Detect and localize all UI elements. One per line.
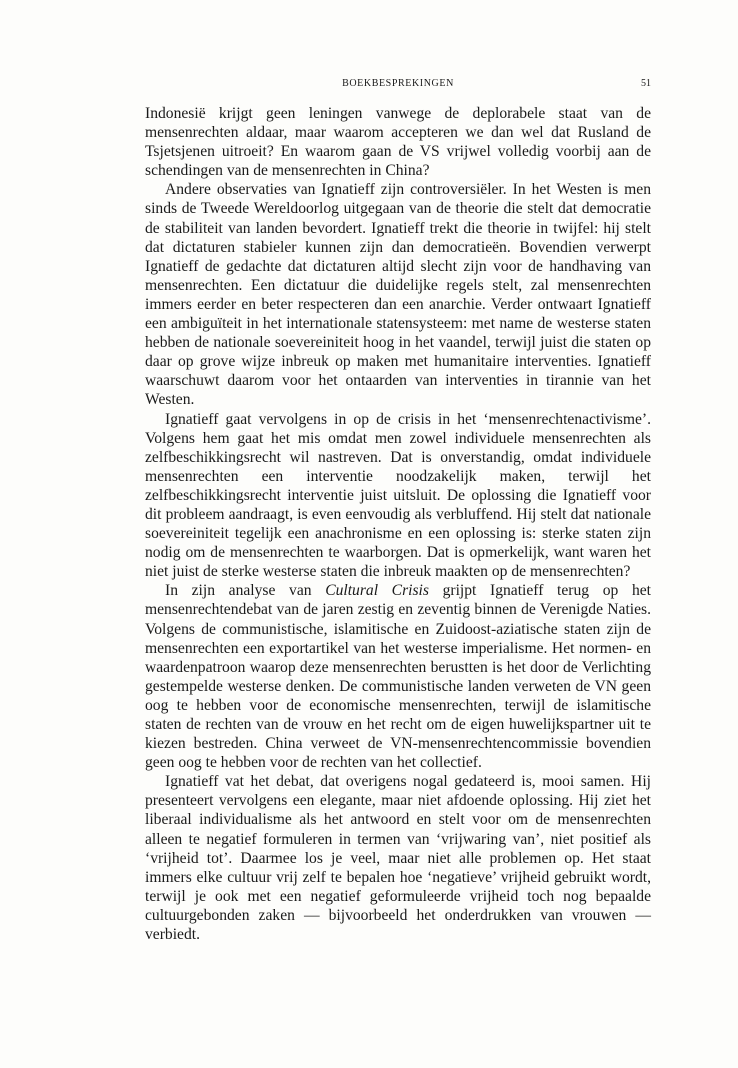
paragraph-text: Indonesië krijgt geen leningen vanwege de deplorabele staat van de mensenrechten aldaar, maar waarom accepteren we dan wel dat Rusland de Tsjetsjenen uitroeit? En waarom gaan de VS vrijwel volledig voorbij aan de schendingen van de mensenrechten in China? <box>145 105 651 180</box>
body-text <box>145 104 651 944</box>
paragraph-text: In zijn analyse van <box>165 582 326 600</box>
paragraph-text: grijpt Ignatieff terug op het mensenrechtendebat van de jaren zestig en zeventig binnen de Verenigde Naties. Volgens de communistische, islamitische en Zuidoost-aziatische staten zijn de mensenrechten een exportartikel van het westerse imperialisme. Het normen- en waardenpatroon waarop deze mensenrechten berustten is het door de Verlichting gestempelde westerse denken. De communistische landen verweten de VN geen oog te hebben voor de economische mensenrechten, terwijl de islamitische staten de rechten van de vrouw en het recht om de eigen huwelijkspartner uit te kiezen bestreden. China verweet de VN-mensenrechtencommissie bovendien geen oog te hebben voor de rechten van het collectief. <box>145 582 651 772</box>
paragraph-p3 <box>145 410 651 582</box>
page-number: 51 <box>641 78 651 89</box>
running-head <box>145 76 651 92</box>
paragraph-text: Ignatieff vat het debat, dat overigens nogal gedateerd is, mooi samen. Hij presenteert vervolgens een elegante, maar niet afdoende oplossing. Hij ziet het liberaal individualisme als het antwoord en stelt voor om de mensenrechten alleen te negatief formuleren in termen van ‘vrijwaring van’, niet positief als ‘vrijheid tot’. Daarmee los je veel, maar niet alle problemen op. Het staat immers elke cultuur vrij zelf te bepalen hoe ‘negatieve’ vrijheid gebruikt wordt, terwijl je ook met een negatief geformuleerde vrijheid toch nog bepaalde cultuurgebonden zaken — bijvoorbeeld het onderdrukken van vrouwen — verbiedt. <box>145 773 651 944</box>
paragraph-text: Andere observaties van Ignatieff zijn controversiëler. In het Westen is men sinds de Tweede Wereldoorlog uitgegaan van de theorie die stelt dat democratie de stabiliteit van landen bevordert. Ignatieff trekt die theorie in twijfel: hij stelt dat dictaturen stabieler kunnen zijn dan democratieën. Bovendien verwerpt Ignatieff de gedachte dat dictaturen altijd slecht zijn voor de handhaving van mensenrechten. Een dictatuur die duidelijke regels stelt, zal mensenrechten immers eerder en beter respecteren dan een anarchie. Verder ontwaart Ignatieff een ambiguïteit in het internationale statensysteem: met name de westerse staten hebben de nationale soevereiniteit hoog in het vaandel, terwijl juist die staten op daar op grove wijze inbreuk op maken met humanitaire interventies. Ignatieff waarschuwt daarom voor het ontaarden van interventies in tirannie van het Westen. <box>145 181 651 409</box>
paragraph-p4 <box>145 581 651 772</box>
paragraph-text: Ignatieff gaat vervolgens in op de crisis in het ‘mensenrechtenactivisme’. Volgens hem gaat het mis omdat men zowel individuele mensenrechten als zelfbeschikkingsrecht wil nastreven. Dat is onverstandig, omdat individuele mensenrechten een interventie noodzakelijk maken, terwijl het zelfbeschikkingsrecht interventie juist uitsluit. De oplossing die Ignatieff voor dit probleem aandraagt, is even eenvoudig als verbluffend. Hij stelt dat nationale soevereiniteit tegelijk een anachronisme en een oplossing is: sterke staten zijn nodig om de mensenrechten te waarborgen. Dat is opmerkelijk, want waren het niet juist de sterke westerse staten die inbreuk maakten op de mensenrechten? <box>145 410 651 581</box>
paragraph-p5 <box>145 772 651 944</box>
paragraph-p1 <box>145 104 651 180</box>
paragraph-p2 <box>145 180 651 409</box>
book-title: Cultural Crisis <box>325 582 429 600</box>
running-head-title: BOEKBESPREKINGEN <box>342 78 454 89</box>
